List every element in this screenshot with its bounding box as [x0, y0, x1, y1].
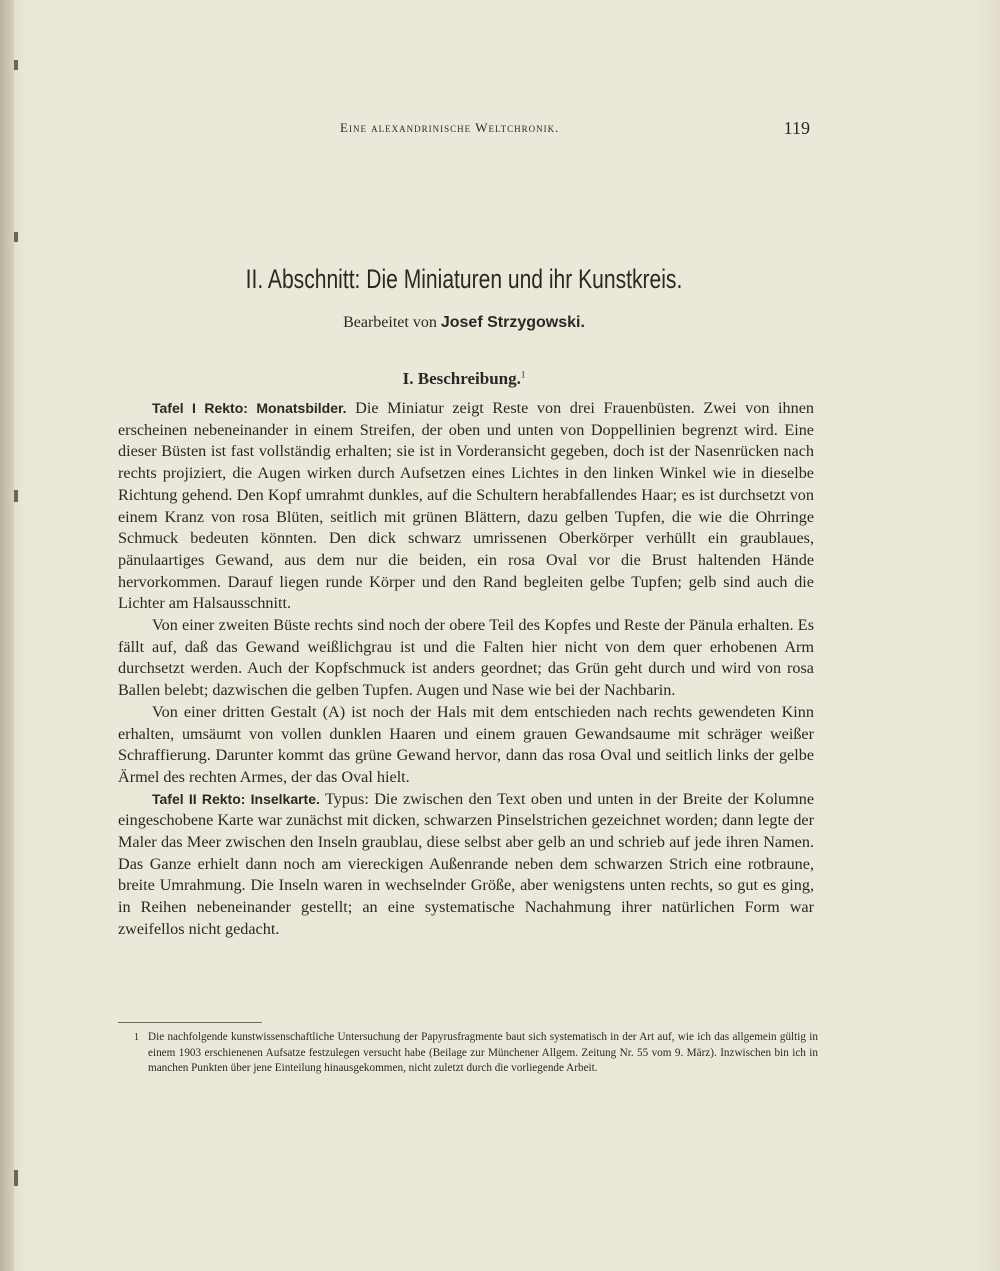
section-title: II. Abschnitt: Die Miniaturen und ihr Kunstkreis. — [245, 264, 683, 294]
binding-mark — [14, 60, 18, 70]
footnote — [134, 1030, 818, 1077]
paragraph — [118, 398, 814, 615]
paragraph — [118, 789, 814, 941]
running-title: Eine alexandrinische Weltchronik. — [340, 120, 560, 135]
paragraph-text: Von einer zweiten Büste rechts sind noch der obere Teil des Kopfes und Reste der Pänula erhalten. Es fällt auf, daß das Gewand weißlichgrau ist und die Falten hier nicht von dem quer erhobenen Arm durchsetzt werden. Auch der Kopfschmuck ist anders geordnet; das Grün geht durch und wird von rosa Ballen belebt; dazwischen die gelben Tupfen. Augen und Nase wie bei der Nachbarin. — [118, 616, 814, 700]
subsection-title: I. Beschreibung. — [402, 369, 521, 388]
byline-author: Josef Strzygowski. — [440, 314, 585, 331]
subsection-heading — [118, 369, 810, 389]
binding-mark — [14, 1170, 18, 1186]
binding-mark — [14, 232, 18, 242]
byline-prefix: Bearbeitet von — [343, 314, 437, 331]
paragraph-lead: Tafel I Rekto: Monatsbilder. — [152, 400, 347, 416]
paragraph-text: Die Miniatur zeigt Reste von drei Frauenbüsten. Zwei von ihnen erscheinen nebeneinander in einem Streifen, der oben und unten von Doppellinien begrenzt wird. Eine dieser Büsten ist fast vollständig erhalten; sie ist in Vorderansicht gegeben, doch ist der Nasenrücken nach rechts projiziert, die Augen wirken durch Aufsetzen eines Lichtes in den linken Winkel wie in dieselbe Richtung gehend. Den Kopf umrahmt dunkles, auf die Schultern herabfallendes Haar; es ist durchsetzt von einem Kranz von rosa Blüten, seitlich mit grünen Blättern, dazu gelben Tupfen, die wie die Ohrringe Schmuck bedeuten könnten. Den dick schwarz umrissenen Oberkörper verhüllt ein graublaues, pänulaartiges Gewand, aus dem nur die beiden, ein rosa Oval vor die Brust haltenden Hände hervorkommen. Darauf liegen runde Körper und den Rand begleiten gelbe Tupfen; gelb sind auch die Lichter am Halsausschnitt. — [118, 399, 814, 613]
byline — [118, 314, 810, 332]
binding-mark — [14, 490, 18, 502]
paragraph — [118, 615, 814, 702]
paragraph — [118, 702, 814, 789]
footnote-divider — [118, 1022, 262, 1023]
body-text — [118, 398, 814, 941]
paragraph-lead: Tafel II Rekto: Inselkarte. — [152, 790, 320, 807]
page-number: 119 — [783, 118, 810, 138]
footnote-reference: 1 — [520, 369, 526, 380]
running-header — [118, 118, 810, 140]
book-binding-edge — [0, 0, 14, 1271]
paragraph-text: Von einer dritten Gestalt (A) ist noch der Hals mit dem entschieden nach rechts gewendeten Kinn erhalten, umsäumt von vollen dunklen Haaren und einem grauen Gewandsaume mit schräger weißer Schraffierung. Darunter kommt das grüne Gewand hervor, dann das rosa Oval und seitlich links der gelbe Ärmel des rechten Armes, der das Oval hielt. — [118, 702, 814, 786]
footnote-text: Die nachfolgende kunstwissenschaftliche Untersuchung der Papyrusfragmente baut sich systematisch in der Art auf, wie ich das allgemein gültig in einem 1903 erschienenen Aufsatze festzulegen versucht habe (Beilage zur Münchener Allgem. Zeitung Nr. 55 vom 9. März). Inzwischen bin ich in manchen Punkten über jene Einteilung hinausgekommen, nicht zuletzt durch die vorliegende Arbeit. — [148, 1031, 818, 1075]
footnote-marker: 1 — [134, 1032, 139, 1043]
paragraph-text: Typus: Die zwischen den Text oben und unten in der Breite der Kolumne eingeschobene Karte war zunächst mit dicken, schwarzen Pinselstrichen gezeichnet worden; dann legte der Maler das Meer zwischen den Inseln graublau, diese selbst aber gelb an und schrieb auf jede ihren Namen. Das Ganze erhielt dann noch am viereckigen Außenrande neben dem schwarzen Strich eine rotbraune, breite Umrahmung. Die Inseln waren in wechselnder Größe, aber wenigstens unten rechts, so gut es ging, in Reihen nebeneinander gestellt; an eine systematische Nachahmung ihrer natürlichen Form war zweifellos nicht gedacht. — [118, 789, 814, 938]
